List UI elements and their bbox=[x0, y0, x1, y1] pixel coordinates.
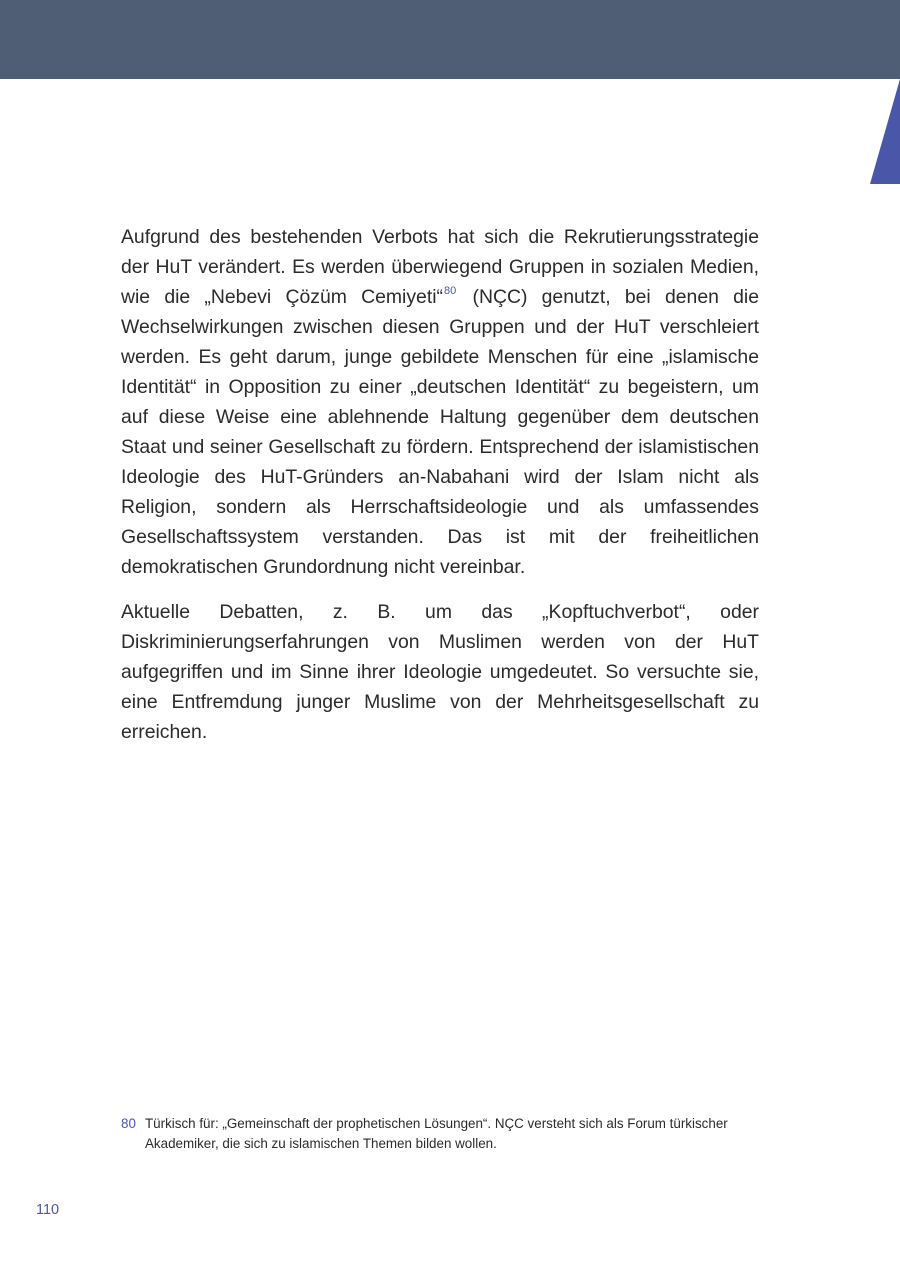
footnote bbox=[121, 1114, 761, 1154]
footnote-text: Türkisch für: „Gemeinschaft der prophetischen Lösungen“. NÇC versteht sich als Forum türkischer Akademiker, die sich zu islamischen Themen bilden wollen. bbox=[145, 1116, 728, 1151]
paragraph-2: Aktuelle Debatten, z. B. um das „Kopftuchverbot“, oder Diskriminierungserfahrungen von Muslimen werden von der HuT aufgegriffen und im Sinne ihrer Ideologie umgedeutet. So versuchte sie, eine Entfremdung junger Muslime von der Mehrheitsgesellschaft zu erreichen. bbox=[121, 601, 759, 743]
footnote-number: 80 bbox=[121, 1116, 136, 1131]
header-band bbox=[0, 0, 900, 79]
paragraph-1-part-1: Aufgrund des bestehenden Verbots hat sich die Rekrutierungsstrategie der HuT verändert. Es werden überwiegend Gruppen in sozialen Medien, wie die „Nebevi Çözüm Cemiyeti“ bbox=[121, 226, 759, 308]
paragraph-1-part-2: (NÇC) genutzt, bei denen die Wechselwirkungen zwischen diesen Gruppen und der HuT verschleiert werden. Es geht darum, junge gebildete Menschen für eine „islamische Identität“ in Opposition zu einer „deutschen Identität“ zu begeistern, um auf diese Weise eine ablehnende Haltung gegenüber dem deutschen Staat und seiner Gesellschaft zu fördern. Entsprechend der islamistischen Ideologie des HuT-Gründers an-Nabahani wird der Islam nicht als Religion, sondern als Herrschaftsideologie und als umfassendes Gesellschaftssystem verstanden. Das ist mit der freiheitlichen demokratischen Grundordnung nicht vereinbar. bbox=[121, 286, 759, 578]
body-text bbox=[121, 222, 759, 762]
corner-tab-marker bbox=[870, 79, 900, 184]
paragraph-1 bbox=[121, 222, 759, 582]
footnote-reference[interactable]: 80 bbox=[444, 285, 457, 297]
page-number: 110 bbox=[36, 1202, 60, 1218]
